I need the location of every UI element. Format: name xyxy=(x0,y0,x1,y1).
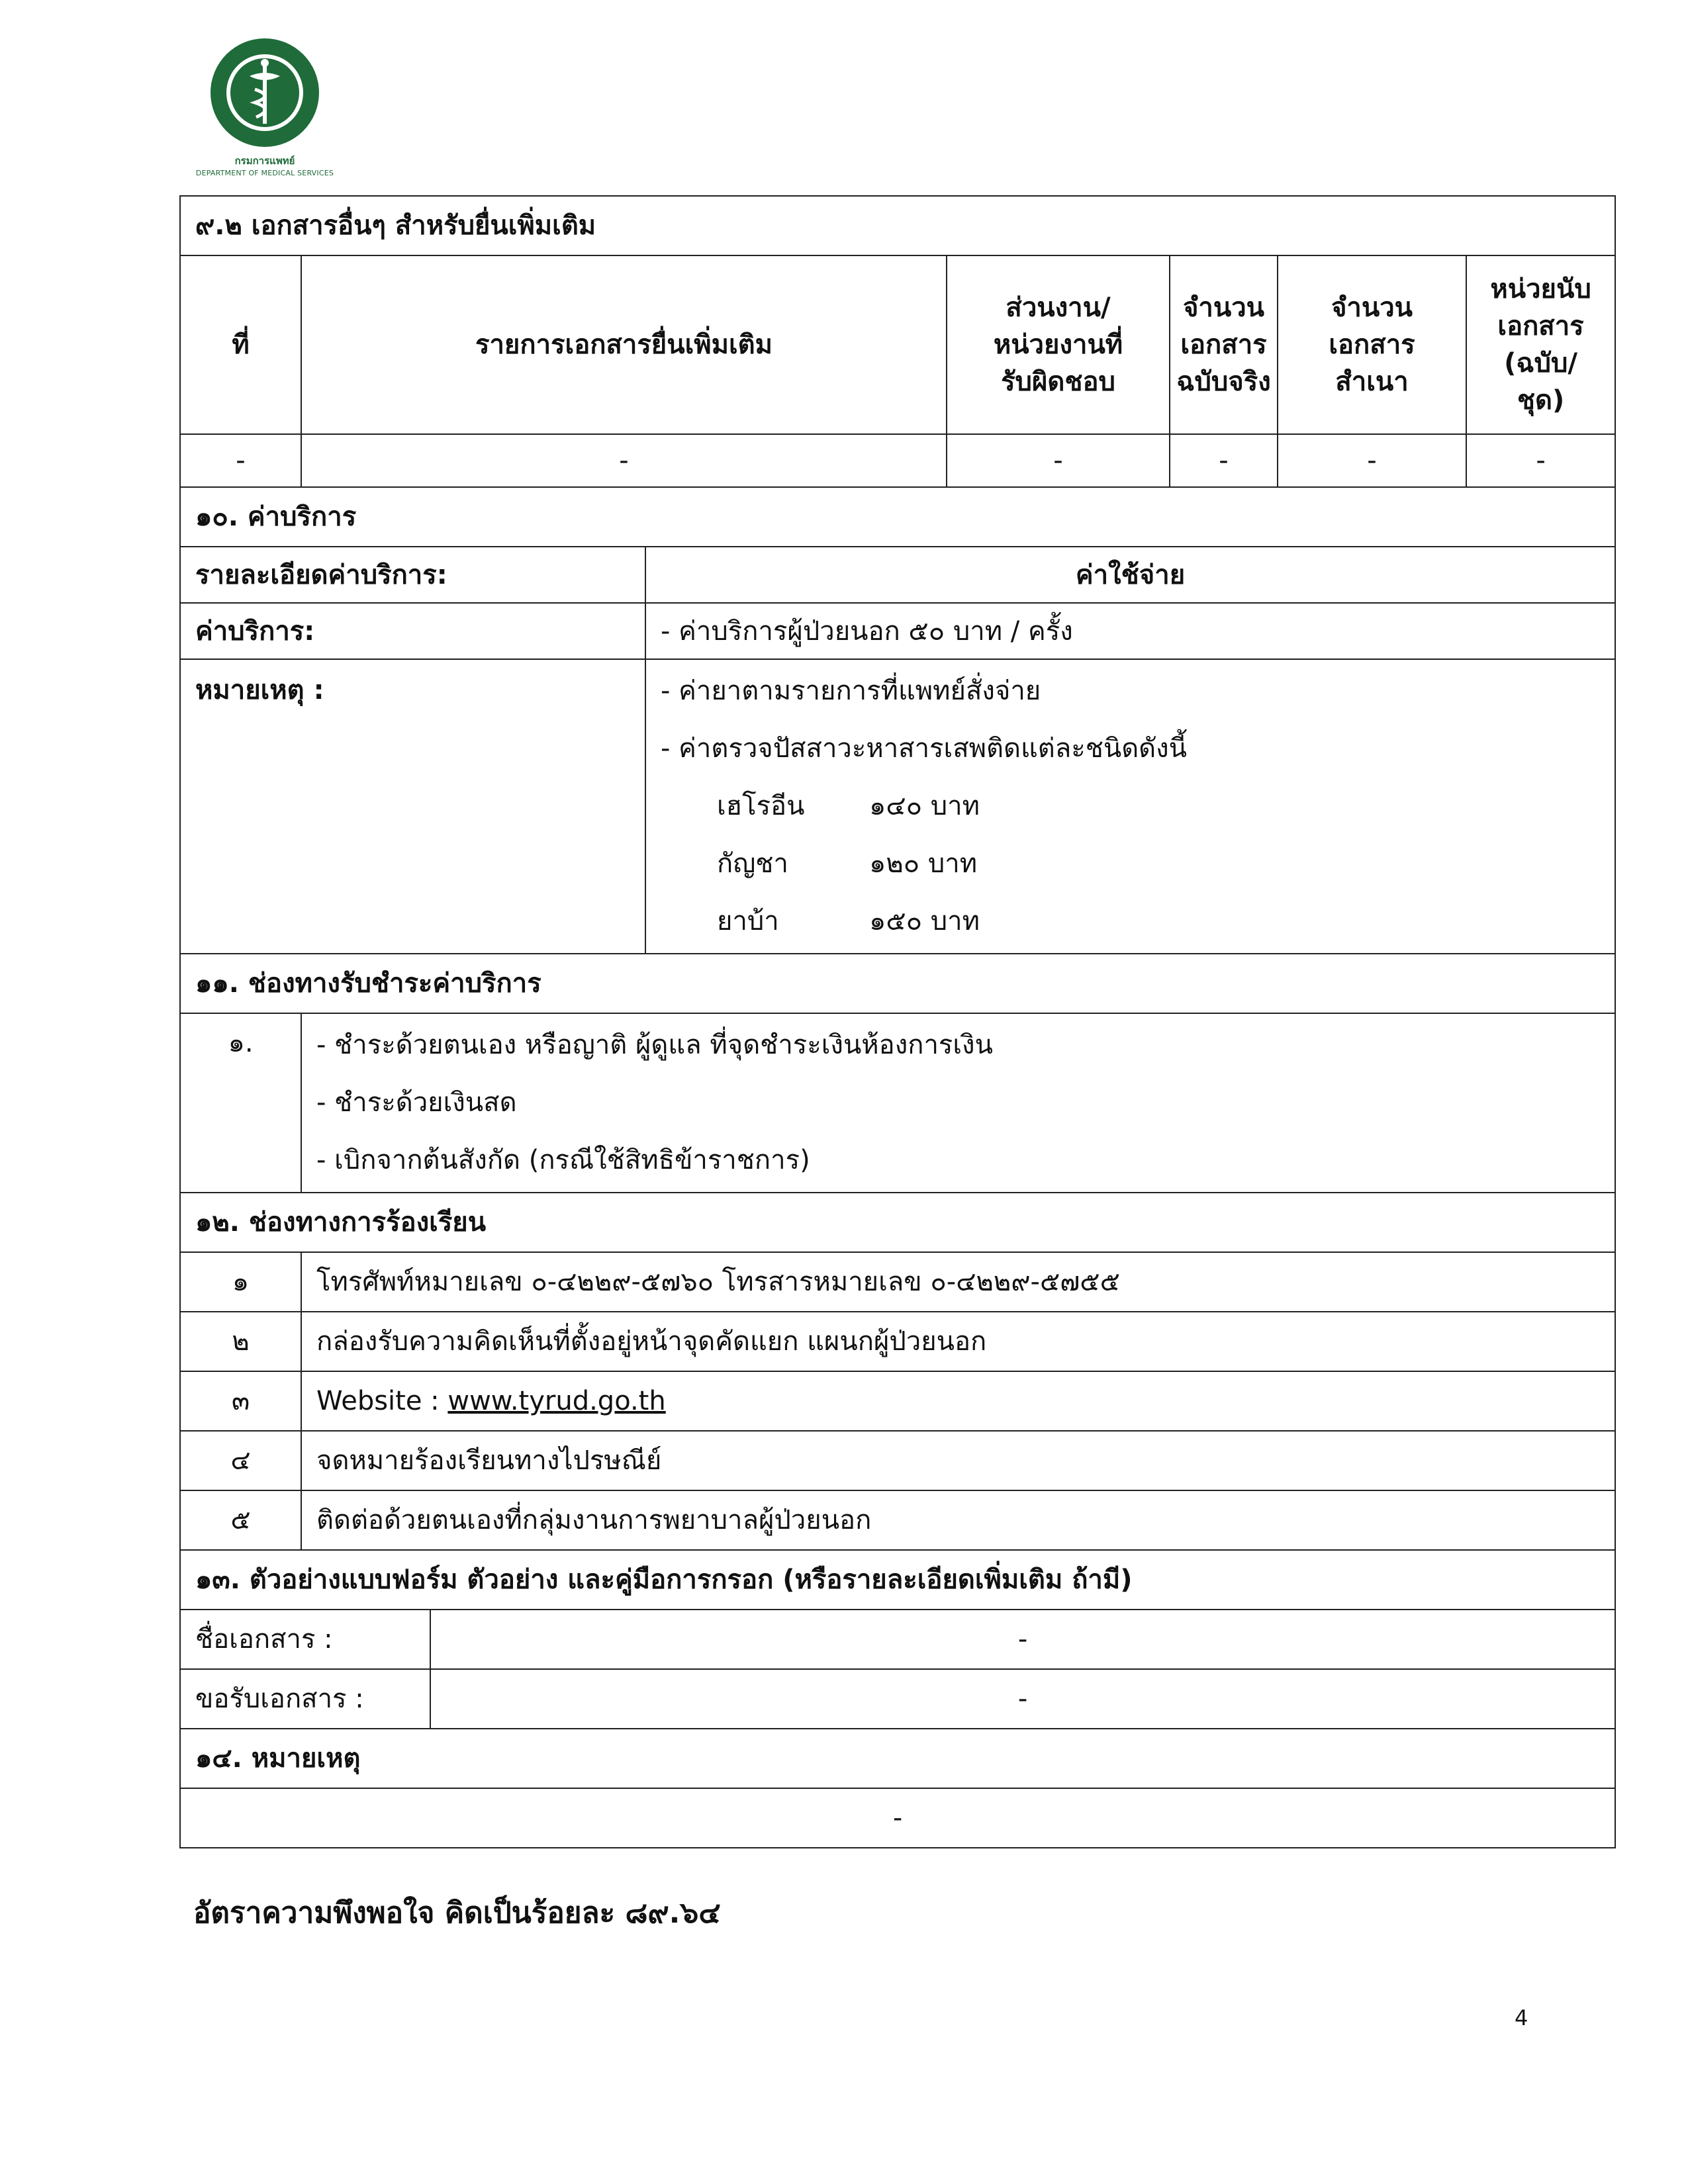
cell-dash: - xyxy=(301,434,947,487)
doc-get-value: - xyxy=(430,1669,1615,1729)
complaint-text: จดหมายร้องเรียนทางไปรษณีย์ xyxy=(301,1431,1615,1490)
service-info-table xyxy=(179,195,1616,1848)
remark-value: - xyxy=(180,1788,1615,1848)
complaint-website: Website : www.tyrud.go.th xyxy=(301,1371,1615,1431)
complaint-text: โทรศัพท์หมายเลข ๐-๔๒๒๙-๕๗๖๐ โทรสารหมายเลข ๐-๔๒๒๙-๕๗๕๕ xyxy=(301,1252,1615,1312)
drug-price-row: กัญชา ๑๒๐ บาท xyxy=(717,848,978,879)
complaint-no: ๔ xyxy=(180,1431,301,1490)
complaint-no: ๓ xyxy=(180,1371,301,1431)
doc-name-value: - xyxy=(430,1610,1615,1669)
complaint-text: ติดต่อด้วยตนเองที่กลุ่มงานการพยาบาลผู้ป่วยนอก xyxy=(301,1490,1615,1550)
col-header-unit: ส่วนงาน/ หน่วยงานที่ รับผิดชอบ xyxy=(947,255,1170,434)
col-header-copy: จำนวน เอกสาร สำเนา xyxy=(1278,255,1466,434)
section-12-title: ๑๒. ช่องทางการร้องเรียน xyxy=(180,1193,1615,1252)
cell-dash: - xyxy=(1278,434,1466,487)
section-14-title: ๑๔. หมายเหตุ xyxy=(180,1729,1615,1788)
remark-list xyxy=(645,659,1615,954)
payment-no: ๑. xyxy=(180,1013,301,1193)
doc-get-label: ขอรับเอกสาร : xyxy=(180,1669,430,1729)
section-13-title: ๑๓. ตัวอย่างแบบฟอร์ม ตัวอย่าง และคู่มือการกรอก (หรือรายละเอียดเพิ่มเติม ถ้ามี) xyxy=(180,1550,1615,1610)
doc-name-label: ชื่อเอกสาร : xyxy=(180,1610,430,1669)
logo-caption-en: DEPARTMENT OF MEDICAL SERVICES xyxy=(195,169,334,177)
drug-price-row: เฮโรอีน ๑๔๐ บาท xyxy=(717,791,980,821)
cell-dash: - xyxy=(180,434,301,487)
cost-label: ค่าใช้จ่าย xyxy=(645,547,1615,603)
payment-line: - เบิกจากต้นสังกัด (กรณีใช้สิทธิข้าราชการ) xyxy=(316,1145,810,1175)
col-header-no: ที่ xyxy=(180,255,301,434)
col-header-original: จำนวน เอกสาร ฉบับจริง xyxy=(1170,255,1278,434)
fee-label: ค่าบริการ: xyxy=(180,603,645,659)
cell-dash: - xyxy=(947,434,1170,487)
remark-line: - ค่าตรวจปัสสาวะหาสารเสพติดแต่ละชนิดดังนี้ xyxy=(661,733,1188,764)
col-header-item: รายการเอกสารยื่นเพิ่มเติม xyxy=(301,255,947,434)
cell-dash: - xyxy=(1170,434,1278,487)
page-number: 4 xyxy=(1515,2005,1528,2030)
complaint-no: ๑ xyxy=(180,1252,301,1312)
section-10-title: ๑๐. ค่าบริการ xyxy=(180,487,1615,547)
payment-list xyxy=(301,1013,1615,1193)
website-link[interactable]: www.tyrud.go.th xyxy=(447,1386,666,1416)
logo-caption-th: กรมการแพทย์ xyxy=(234,155,295,167)
ministry-logo xyxy=(192,36,338,177)
remark-label: หมายเหตุ : xyxy=(180,659,645,954)
drug-price-row: ยาบ้า ๑๕๐ บาท xyxy=(717,906,980,936)
complaint-no: ๕ xyxy=(180,1490,301,1550)
fee-value: - ค่าบริการผู้ป่วยนอก ๕๐ บาท / ครั้ง xyxy=(645,603,1615,659)
payment-line: - ชำระด้วยตนเอง หรือญาติ ผู้ดูแล ที่จุดชำระเงินห้องการเงิน xyxy=(316,1030,993,1060)
cell-dash: - xyxy=(1466,434,1615,487)
ministry-seal-icon xyxy=(209,36,321,149)
remark-line: - ค่ายาตามรายการที่แพทย์สั่งจ่าย xyxy=(661,676,1041,706)
section-9-2-title: ๙.๒ เอกสารอื่นๆ สำหรับยื่นเพิ่มเติม xyxy=(180,196,1615,255)
section-11-title: ๑๑. ช่องทางรับชำระค่าบริการ xyxy=(180,954,1615,1013)
payment-line: - ชำระด้วยเงินสด xyxy=(316,1087,517,1118)
complaint-no: ๒ xyxy=(180,1312,301,1371)
fee-detail-label: รายละเอียดค่าบริการ: xyxy=(180,547,645,603)
complaint-text: กล่องรับความคิดเห็นที่ตั้งอยู่หน้าจุดคัดแยก แผนกผู้ป่วยนอก xyxy=(301,1312,1615,1371)
col-header-count-unit: หน่วยนับ เอกสาร (ฉบับ/ชุด) xyxy=(1466,255,1615,434)
satisfaction-rate: อัตราความพึงพอใจ คิดเป็นร้อยละ ๘๙.๖๔ xyxy=(193,1896,721,1930)
